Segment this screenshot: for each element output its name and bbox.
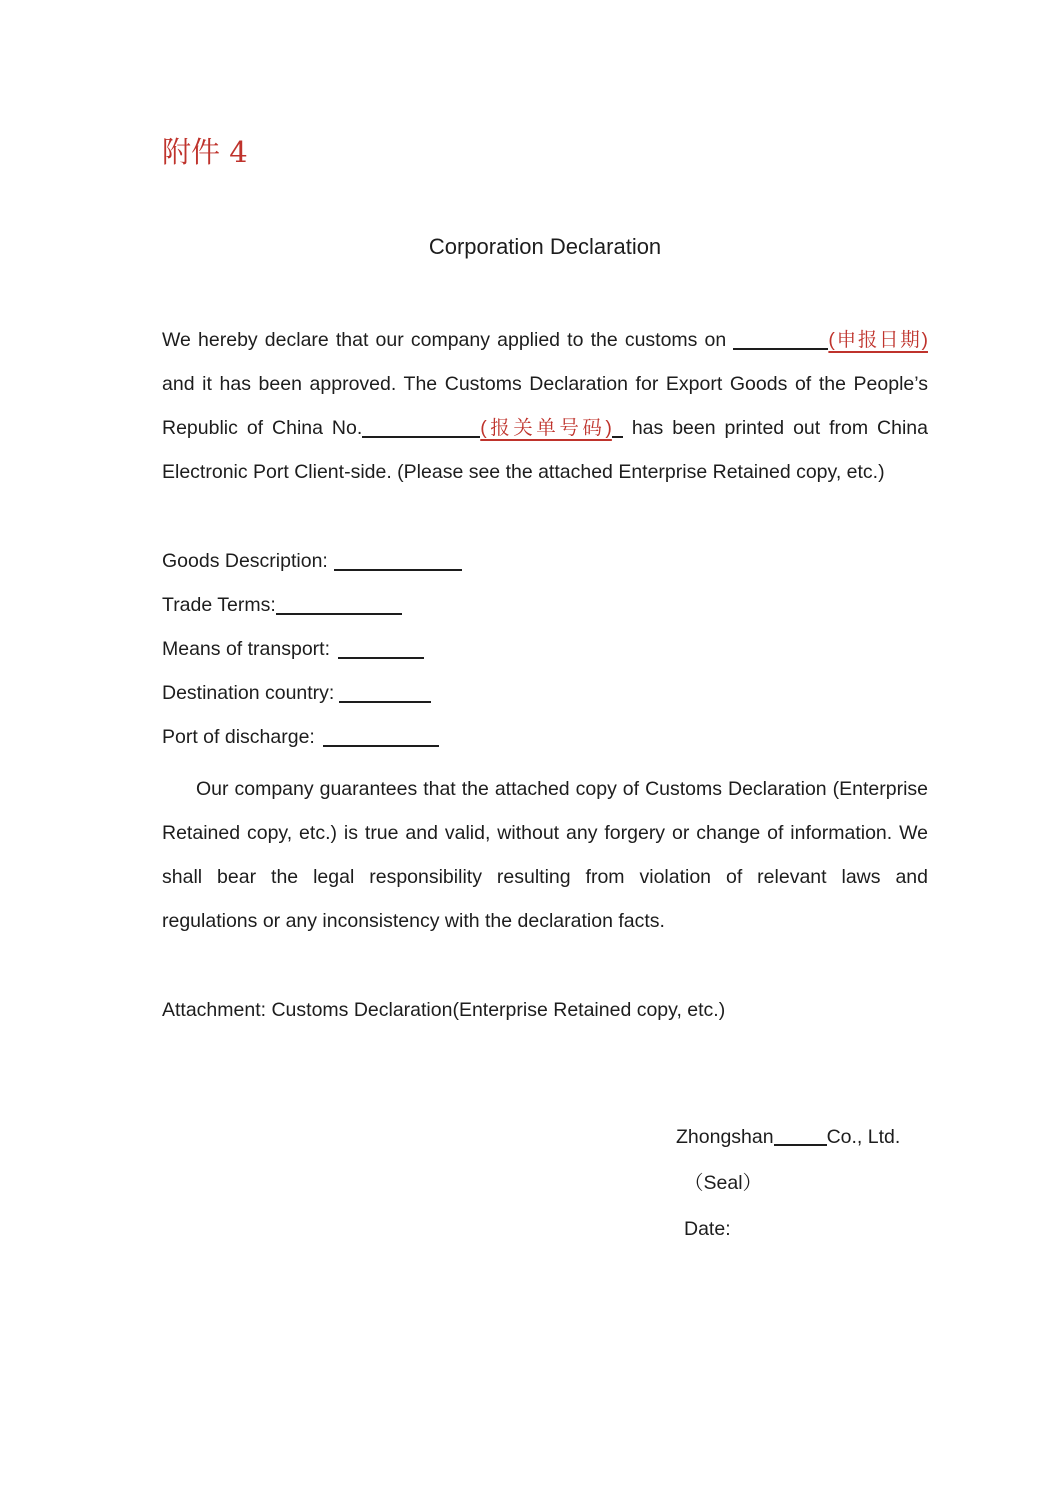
company-name-blank (774, 1144, 827, 1146)
declaration-no-cn-label: (报关单号码) (480, 417, 612, 439)
field-row-destination-country (162, 671, 928, 715)
signature-seal-line: （Seal） (684, 1172, 763, 1194)
means-of-transport-label: Means of transport: (162, 638, 330, 660)
declaration-line3-text: has been printed out from China (631, 417, 929, 439)
guarantee-line-1: Our company guarantees that the attached copy of Customs Declaration (Enterprise (196, 778, 928, 800)
guarantee-line-3: shall bear the legal responsibility resulting from violation of relevant laws and (162, 866, 928, 888)
declaration-line-2: and it has been approved. The Customs Declaration for Export Goods of the People’s (162, 373, 928, 395)
field-row-trade-terms (162, 583, 928, 627)
document-content (162, 0, 928, 1252)
guarantee-line-2: Retained copy, etc.) is true and valid, without any forgery or change of information. We (162, 822, 928, 844)
port-of-discharge-blank (323, 745, 439, 747)
declaration-line-4: Electronic Port Client-side. (Please see the attached Enterprise Retained copy, etc.) (162, 461, 885, 483)
declaration-line-3 (162, 406, 928, 450)
signature-date-line: Date: (684, 1218, 731, 1240)
declaration-no-prefix: Republic of China No. (162, 417, 363, 439)
attachment-note-line: Attachment: Customs Declaration(Enterprise Retained copy, etc.) (162, 999, 726, 1021)
company-suffix: Co., Ltd. (826, 1126, 901, 1148)
port-of-discharge-label: Port of discharge: (162, 726, 315, 748)
signature-block (676, 1114, 928, 1252)
declaration-line1-text: We hereby declare that our company applied to the customs on (162, 329, 727, 351)
company-prefix: Zhongshan (676, 1126, 774, 1148)
destination-country-blank (339, 701, 431, 703)
declare-date-cn-label: (申报日期) (828, 329, 928, 351)
field-row-goods-description (162, 539, 928, 583)
goods-description-blank (334, 569, 462, 571)
trade-terms-label: Trade Terms: (162, 594, 276, 616)
declaration-line-1 (162, 318, 928, 362)
attachment-number-label: 附件 4 (162, 135, 248, 169)
form-fields (162, 539, 928, 759)
guarantee-line-4: regulations or any inconsistency with the declaration facts. (162, 910, 665, 932)
trade-terms-blank (276, 613, 402, 615)
field-row-port-of-discharge (162, 715, 928, 759)
declaration-no-blank-tail (612, 436, 623, 438)
paragraph-guarantee (162, 767, 928, 943)
goods-description-label: Goods Description: (162, 550, 328, 572)
means-of-transport-blank (338, 657, 424, 659)
declare-date-blank (733, 348, 828, 350)
signature-company-line (676, 1114, 928, 1160)
document-title: Corporation Declaration (428, 234, 662, 259)
field-row-means-of-transport (162, 627, 928, 671)
declaration-no-blank (362, 436, 480, 438)
destination-country-label: Destination country: (162, 682, 335, 704)
paragraph-declaration (162, 318, 928, 494)
